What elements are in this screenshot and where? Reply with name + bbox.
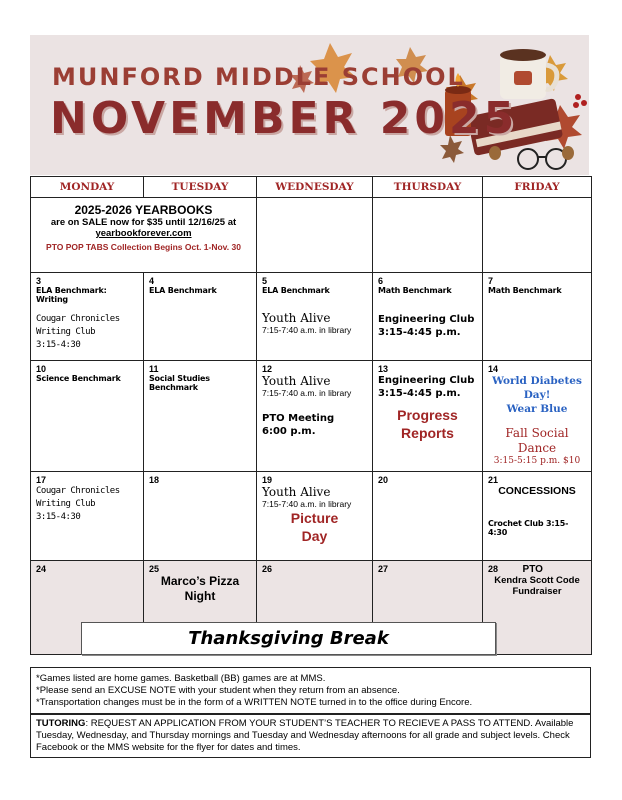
day-cell-5 <box>257 273 373 361</box>
progress-reports-label-2: Reports <box>401 425 454 441</box>
youth-alive-label: Youth Alive <box>262 311 331 325</box>
weekday-header-row <box>31 177 592 198</box>
day-number: 25 <box>149 564 160 574</box>
dance-time: 3:15-5:15 p.m. $10 <box>493 456 581 466</box>
day-number: 27 <box>378 564 389 574</box>
youth-alive-time: 7:15-7:40 a.m. in library <box>262 388 352 398</box>
youth-alive-label: Youth Alive <box>262 485 331 499</box>
dance-label: Dance <box>517 441 557 455</box>
club-name: Cougar Chronicles <box>36 314 120 324</box>
weekday-thursday: THURSDAY <box>373 177 483 198</box>
progress-reports-label: Progress <box>397 407 458 423</box>
day-number: 4 <box>149 276 155 286</box>
day-number: 11 <box>149 364 159 374</box>
pto-label: PTO <box>522 564 543 575</box>
pto-meeting-time: 6:00 p.m. <box>262 426 316 437</box>
week-row-4 <box>31 472 592 561</box>
day-cell-19 <box>257 472 373 561</box>
day-number: 19 <box>262 475 273 485</box>
crochet-club-label: Crochet Club 3:15-4:30 <box>488 519 569 537</box>
engineering-club-time: 3:15-4:45 p.m. <box>378 327 461 338</box>
note-transportation: *Transportation changes must be in the form of a WRITTEN NOTE turned in to the office during Encore. <box>36 697 473 708</box>
engineering-club-label: Engineering Club <box>378 314 475 325</box>
day-cell-6 <box>373 273 483 361</box>
day-cell-28 <box>483 561 592 655</box>
pizza-night-label-2: Night <box>184 589 216 603</box>
note-games: *Games listed are home games. Basketball (BB) games are at MMS. <box>36 673 326 684</box>
day-number: 5 <box>262 276 268 286</box>
day-cell-3 <box>31 273 144 361</box>
fundraiser-label: Kendra Scott Code <box>494 575 580 586</box>
event-ela-writing: ELA Benchmark: Writing <box>36 286 107 304</box>
picture-day-label: Picture <box>290 510 339 526</box>
calendar-month-title: NOVEMBER 2025 <box>50 93 519 144</box>
day-number: 13 <box>378 364 389 374</box>
day-number: 18 <box>149 475 160 485</box>
day-number: 7 <box>488 276 494 286</box>
day-cell-20 <box>373 472 483 561</box>
engineering-club-label: Engineering Club <box>378 375 475 386</box>
event-ela: ELA Benchmark <box>149 286 217 295</box>
fall-social-label: Fall Social <box>505 426 569 440</box>
tutoring-text: : REQUEST AN APPLICATION FROM YOUR STUDENT’S TEACHER TO RECIEVE A PASS TO ATTEND. Available Tuesday, Wednesday, and Thursday mornings and Tuesday and Wednesday afternoons for all grade and subject levels. Check Facebook or the MMS website for the flyer for dates and times. <box>36 718 574 753</box>
day-number: 20 <box>378 475 389 485</box>
note-excuse: *Please send an EXCUSE NOTE with your student when they return from an absence. <box>36 685 400 696</box>
thanksgiving-break-banner: Thanksgiving Break <box>81 622 496 655</box>
day-cell-12 <box>257 361 373 472</box>
youth-alive-label: Youth Alive <box>262 374 331 388</box>
pto-meeting-label: PTO Meeting <box>262 413 335 424</box>
picture-day-label-2: Day <box>301 528 328 544</box>
day-cell-17 <box>31 472 144 561</box>
day-number: 26 <box>262 564 273 574</box>
event-ela: ELA Benchmark <box>262 286 330 295</box>
wear-blue-label: Wear Blue <box>506 403 568 415</box>
yearbook-announcement <box>31 198 257 273</box>
engineering-club-time: 3:15-4:45 p.m. <box>378 388 461 399</box>
day-number: 12 <box>262 364 273 374</box>
tutoring-label: TUTORING <box>36 718 86 729</box>
day-cell-empty <box>373 198 483 273</box>
day-cell-empty <box>257 198 373 273</box>
yearbook-sale-text: are on SALE now for $35 until 12/16/25 at <box>50 217 237 228</box>
weekday-monday: MONDAY <box>31 177 144 198</box>
pto-pop-tabs-text: PTO POP TABS Collection Begins Oct. 1-Nov. 30 <box>46 242 241 252</box>
weekday-friday: FRIDAY <box>483 177 592 198</box>
week-row-3 <box>31 361 592 472</box>
school-name: MUNFORD MIDDLE SCHOOL <box>52 63 465 91</box>
day-cell-21 <box>483 472 592 561</box>
day-number: 10 <box>36 364 47 374</box>
weekday-tuesday: TUESDAY <box>144 177 257 198</box>
week-row-2 <box>31 273 592 361</box>
notes-box <box>30 667 591 715</box>
day-cell-18 <box>144 472 257 561</box>
world-diabetes-day-label: World Diabetes Day! <box>492 375 582 401</box>
weekday-wednesday: WEDNESDAY <box>257 177 373 198</box>
day-number: 24 <box>36 564 47 574</box>
club-time: 3:15-4:30 <box>36 340 81 350</box>
day-cell-14 <box>483 361 592 472</box>
day-number: 21 <box>488 475 499 485</box>
club-name: Cougar Chronicles <box>36 486 120 496</box>
day-cell-10 <box>31 361 144 472</box>
day-number: 28 <box>488 564 499 574</box>
day-number: 17 <box>36 475 47 485</box>
week-row-1 <box>31 198 592 273</box>
calendar-grid <box>30 176 592 655</box>
event-social-studies: Social Studies Benchmark <box>149 374 210 392</box>
tutoring-box <box>30 713 591 758</box>
youth-alive-time: 7:15-7:40 a.m. in library <box>262 499 352 509</box>
club-time: 3:15-4:30 <box>36 512 81 522</box>
day-cell-empty <box>483 198 592 273</box>
event-math: Math Benchmark <box>378 286 452 295</box>
event-science: Science Benchmark <box>36 374 121 383</box>
concessions-label: CONCESSIONS <box>498 485 576 497</box>
yearbook-title: 2025-2026 YEARBOOKS <box>74 203 213 217</box>
day-number: 14 <box>488 364 499 374</box>
day-number: 3 <box>36 276 42 286</box>
youth-alive-time: 7:15-7:40 a.m. in library <box>262 325 352 335</box>
club-name-2: Writing Club <box>36 327 96 337</box>
day-cell-13 <box>373 361 483 472</box>
day-cell-7 <box>483 273 592 361</box>
header-banner <box>30 35 589 175</box>
club-name-2: Writing Club <box>36 499 96 509</box>
event-math: Math Benchmark <box>488 286 562 295</box>
day-cell-4 <box>144 273 257 361</box>
pizza-night-label: Marco’s Pizza <box>160 574 240 588</box>
yearbook-link[interactable]: yearbookforever.com <box>95 228 192 239</box>
day-number: 6 <box>378 276 384 286</box>
day-cell-11 <box>144 361 257 472</box>
fundraiser-label-2: Fundraiser <box>512 586 562 597</box>
